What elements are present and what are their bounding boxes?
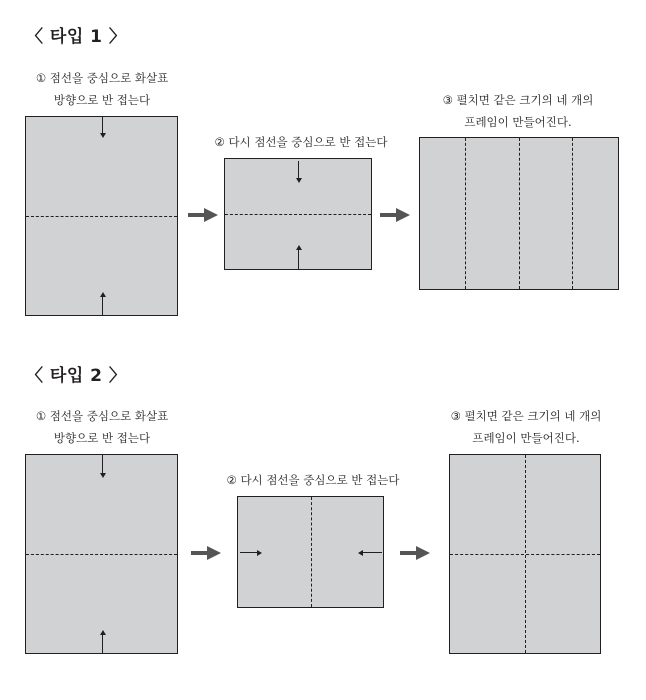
type2-step3-panel (449, 454, 601, 654)
type2-step1-panel (25, 454, 178, 654)
type1-step1-line2: 방향으로 반 접는다 (53, 93, 151, 107)
type2-step1-caption (26, 405, 178, 449)
type1-step1-panel (25, 116, 178, 316)
fold-line (572, 138, 573, 289)
fold-line (525, 455, 526, 653)
type2-step2-panel (237, 496, 384, 608)
type1-heading: 〈 타입 1 〉 (26, 27, 127, 47)
type1-step1-line1: ① 점선을 중심으로 화살표 (35, 71, 169, 85)
type2-heading: 〈 타입 2 〉 (26, 366, 127, 386)
fold-line (465, 138, 466, 289)
type1-step3-caption (418, 89, 618, 133)
type1-step3-panel (419, 137, 619, 290)
type1-step2-line1: ② 다시 점선을 중심으로 반 접는다 (214, 135, 388, 149)
fold-line (26, 554, 177, 555)
fold-line (225, 214, 371, 215)
fold-line (519, 138, 520, 289)
type2-step1-line2: 방향으로 반 접는다 (53, 431, 151, 445)
type2-step3-caption (426, 405, 626, 449)
fold-line (26, 216, 177, 217)
type1-step2-caption (196, 131, 406, 153)
type1-step3-line2: 프레임이 만들어진다. (464, 115, 572, 129)
type2-step2-caption (208, 469, 418, 491)
type2-step2-line1: ② 다시 점선을 중심으로 반 접는다 (226, 473, 400, 487)
type1-step1-caption (26, 67, 178, 111)
type1-step3-line1: ③ 펼치면 같은 크기의 네 개의 (442, 93, 594, 107)
type2-step3-line1: ③ 펼치면 같은 크기의 네 개의 (450, 409, 602, 423)
type2-step1-line1: ① 점선을 중심으로 화살표 (35, 409, 169, 423)
fold-line (311, 497, 312, 607)
type1-step2-panel (224, 158, 372, 270)
type2-step3-line2: 프레임이 만들어진다. (472, 431, 580, 445)
